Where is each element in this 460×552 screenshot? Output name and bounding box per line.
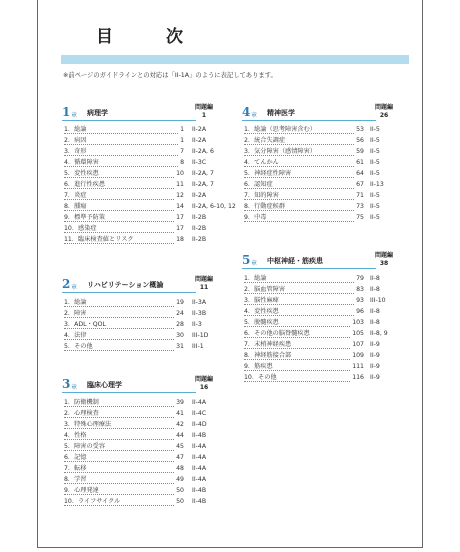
toc-entry[interactable] (64, 496, 240, 507)
toc-entry-guideline-code: II-8 (370, 308, 380, 315)
toc-entry-guideline-code: II-4A (192, 399, 207, 406)
question-volume-ref (195, 376, 213, 391)
toc-entry[interactable] (244, 168, 418, 179)
toc-entry-leader (244, 146, 364, 156)
toc-entry-leader (64, 485, 184, 495)
toc-entry-label: 3．奇形 (64, 148, 87, 155)
toc-entry-leader (244, 179, 364, 189)
toc-entry-leader (64, 441, 184, 451)
toc-entry[interactable] (244, 328, 418, 339)
toc-entry-leader (244, 350, 364, 360)
toc-entry[interactable] (244, 179, 418, 190)
toc-entry-label: 7．転移 (64, 465, 87, 472)
toc-entry[interactable] (64, 201, 240, 212)
chapter-item-list (64, 397, 240, 507)
toc-entry[interactable] (64, 408, 240, 419)
toc-entry[interactable] (64, 474, 240, 485)
toc-entry-guideline-code: II-5 (370, 170, 380, 177)
toc-entry-leader (244, 201, 364, 211)
toc-entry[interactable] (64, 330, 240, 341)
toc-entry-guideline-code: II-4C (192, 410, 207, 417)
toc-entry-leader (64, 223, 184, 233)
chapter-suffix: 章 (251, 112, 258, 119)
toc-entry-label: 3．特殊心理療法 (64, 421, 112, 428)
toc-entry-label: 10．その他 (244, 374, 277, 381)
toc-entry[interactable] (64, 430, 240, 441)
toc-entry-page: 12 (176, 192, 184, 199)
chapter-title: 中枢神経・筋疾患 (267, 257, 323, 265)
guideline-note: ※前ページのガイドラインとの対応は「II-1A」のように表記してあります。 (63, 72, 277, 79)
toc-entry-leader (64, 308, 184, 318)
chapter-item-list (244, 124, 418, 223)
toc-entry-guideline-code: II-4D (192, 421, 207, 428)
toc-entry[interactable] (244, 317, 418, 328)
toc-entry-label: 6．進行性疾患 (64, 181, 106, 188)
toc-entry-guideline-code: II-9 (370, 363, 380, 370)
toc-entry-page: 17 (176, 225, 184, 232)
toc-entry-label: 5．変性疾患 (64, 170, 99, 177)
toc-entry-page: 79 (356, 275, 364, 282)
toc-entry-page: 17 (176, 214, 184, 221)
toc-entry[interactable] (64, 135, 240, 146)
toc-entry-label: 5．その他 (64, 343, 93, 350)
toc-entry-page: 11 (176, 181, 184, 188)
chapter-heading (62, 105, 196, 119)
toc-entry-page: 49 (176, 476, 184, 483)
toc-entry-guideline-code: II-2B (192, 236, 207, 243)
toc-entry[interactable] (244, 212, 418, 223)
toc-entry-label: 2．脳血管障害 (244, 286, 286, 293)
toc-entry-guideline-code: II-13 (370, 181, 384, 188)
toc-entry-guideline-code: II-5 (370, 214, 380, 221)
question-volume-ref (375, 104, 393, 119)
question-volume-page: 1 (201, 111, 207, 119)
toc-entry-page: 93 (356, 297, 364, 304)
toc-entry-label: 6．記憶 (64, 454, 87, 461)
toc-entry-page: 59 (356, 148, 364, 155)
toc-entry-leader (244, 328, 364, 338)
toc-entry-label: 8．腫瘍 (64, 203, 87, 210)
toc-entry-label: 3．気分障害（感情障害） (244, 148, 316, 155)
toc-entry-label: 8．神経筋接合部 (244, 352, 292, 359)
toc-entry-guideline-code: II-3B (192, 310, 207, 317)
toc-entry-label: 4．法律 (64, 332, 87, 339)
toc-entry-page: 96 (356, 308, 364, 315)
toc-entry-label: 7．炎症 (64, 192, 87, 199)
question-volume-page: 26 (379, 111, 389, 119)
toc-entry[interactable] (64, 190, 240, 201)
chapter-heading (242, 253, 376, 267)
toc-entry-label: 2．統合失調症 (244, 137, 286, 144)
toc-entry[interactable] (244, 306, 418, 317)
toc-entry-label: 8．行動症候群 (244, 203, 286, 210)
toc-entry-page: 53 (356, 126, 364, 133)
toc-entry-label: 5．障害の受容 (64, 443, 106, 450)
toc-entry-label: 6．認知症 (244, 181, 273, 188)
toc-entry-page: 48 (176, 465, 184, 472)
toc-entry[interactable] (244, 135, 418, 146)
toc-entry-page: 1 (180, 126, 184, 133)
toc-entry-label: 9．標準予防策 (64, 214, 106, 221)
toc-entry-guideline-code: II-2A (192, 192, 207, 199)
toc-entry[interactable] (244, 372, 418, 383)
toc-entry[interactable] (64, 308, 240, 319)
toc-entry-page: 61 (356, 159, 364, 166)
toc-entry-page: 64 (356, 170, 364, 177)
toc-entry-label: 10．感染症 (64, 225, 97, 232)
toc-entry[interactable] (64, 234, 240, 245)
toc-entry-page: 73 (356, 203, 364, 210)
question-volume-page: 16 (199, 383, 209, 391)
toc-entry-guideline-code: III-10 (370, 297, 386, 304)
toc-entry-page: 24 (176, 310, 184, 317)
chapter-underline (62, 120, 196, 121)
toc-entry-page: 47 (176, 454, 184, 461)
toc-entry[interactable] (64, 297, 240, 308)
chapter-number: 2 (62, 277, 71, 291)
toc-entry[interactable] (244, 146, 418, 157)
chapter-heading (62, 377, 196, 391)
toc-entry-page: 41 (176, 410, 184, 417)
toc-entry-leader (244, 135, 364, 145)
toc-entry[interactable] (64, 212, 240, 223)
chapter-underline (62, 392, 196, 393)
toc-entry-leader (244, 372, 364, 382)
toc-entry[interactable] (244, 339, 418, 350)
toc-entry-guideline-code: II-9 (370, 352, 380, 359)
toc-entry-page: 39 (176, 399, 184, 406)
toc-entry-label: 3．脳性麻痺 (244, 297, 279, 304)
chapter-title: 精神医学 (267, 109, 295, 117)
toc-entry[interactable] (64, 463, 240, 474)
question-volume-ref (195, 104, 213, 119)
toc-entry-page: 28 (176, 321, 184, 328)
toc-entry[interactable] (244, 273, 418, 284)
toc-entry-label: 4．性格 (64, 432, 87, 439)
chapter-number: 3 (62, 377, 71, 391)
toc-entry-page: 50 (176, 498, 184, 505)
toc-entry-label: 2．障害 (64, 310, 87, 317)
toc-entry-leader (244, 124, 364, 134)
chapter-suffix: 章 (71, 284, 78, 291)
toc-entry-leader (64, 452, 184, 462)
toc-entry-guideline-code: II-3 (192, 321, 202, 328)
toc-entry-leader (64, 212, 184, 222)
toc-entry-leader (64, 496, 184, 506)
toc-entry-guideline-code: III-1 (192, 343, 204, 350)
toc-entry-page: 1 (180, 137, 184, 144)
toc-entry[interactable] (64, 157, 240, 168)
toc-entry-page: 42 (176, 421, 184, 428)
toc-entry-page: 31 (176, 343, 184, 350)
toc-entry-label: 4．変性疾患 (244, 308, 279, 315)
toc-entry-label: 2．心理検査 (64, 410, 99, 417)
toc-entry-leader (64, 179, 184, 189)
toc-entry-guideline-code: II-4A (192, 476, 207, 483)
chapter-suffix: 章 (71, 384, 78, 391)
toc-page (37, 0, 423, 548)
toc-entry-page: 50 (176, 487, 184, 494)
toc-entry-label: 8．学習 (64, 476, 87, 483)
chapter-number: 5 (242, 253, 251, 267)
question-volume-page: 38 (379, 259, 389, 267)
toc-entry-page: 67 (356, 181, 364, 188)
question-volume-label: 問題編 (195, 276, 214, 283)
toc-entry-leader (64, 146, 184, 156)
title-accent-bar (61, 55, 409, 64)
toc-entry-guideline-code: II-2B (192, 225, 207, 232)
toc-entry[interactable] (64, 179, 240, 190)
chapter-number: 1 (62, 105, 71, 119)
toc-entry-leader (244, 339, 364, 349)
toc-entry-page: 44 (176, 432, 184, 439)
toc-entry-page: 75 (356, 214, 364, 221)
toc-entry-label: 1．防衛機制 (64, 399, 99, 406)
question-volume-label: 問題編 (375, 252, 394, 259)
toc-entry-leader (64, 157, 184, 167)
toc-entry[interactable] (64, 223, 240, 234)
toc-entry-leader (64, 330, 184, 340)
toc-entry-label: 4．循環障害 (64, 159, 99, 166)
question-volume-label: 問題編 (375, 104, 394, 111)
toc-entry-leader (244, 306, 364, 316)
toc-entry-page: 7 (180, 148, 184, 155)
chapter-underline (242, 268, 376, 269)
toc-entry-page: 103 (352, 319, 364, 326)
toc-entry-label: 5．脱髄疾患 (244, 319, 279, 326)
toc-entry-guideline-code: II-2A (192, 137, 207, 144)
toc-entry-leader (64, 430, 184, 440)
toc-entry-leader (244, 273, 364, 283)
toc-entry-guideline-code: III-1D (192, 332, 209, 339)
toc-entry-leader (244, 190, 364, 200)
toc-entry-guideline-code: II-9 (370, 374, 380, 381)
toc-entry-guideline-code: II-8 (370, 286, 380, 293)
toc-entry-guideline-code: II-2A, 7 (192, 181, 214, 188)
toc-entry-leader (244, 212, 364, 222)
toc-entry-guideline-code: II-8 (370, 275, 380, 282)
toc-entry-leader (64, 408, 184, 418)
toc-entry-page: 111 (352, 363, 364, 370)
toc-entry-guideline-code: II-2A, 6-10, 12 (192, 203, 236, 210)
toc-entry-guideline-code: II-5 (370, 203, 380, 210)
toc-entry-guideline-code: II-3C (192, 159, 207, 166)
toc-entry-page: 105 (352, 330, 364, 337)
toc-entry-guideline-code: II-2A, 6 (192, 148, 214, 155)
toc-entry-guideline-code: II-8 (370, 319, 380, 326)
toc-entry[interactable] (64, 419, 240, 430)
chapter-item-list (244, 273, 418, 383)
toc-entry[interactable] (244, 201, 418, 212)
question-volume-ref (375, 252, 393, 267)
toc-entry[interactable] (244, 124, 418, 135)
toc-entry[interactable] (244, 284, 418, 295)
toc-entry-guideline-code: II-2B (192, 214, 207, 221)
toc-entry-page: 56 (356, 137, 364, 144)
toc-entry-label: 4．てんかん (244, 159, 279, 166)
toc-entry-leader (64, 297, 184, 307)
toc-entry[interactable] (64, 452, 240, 463)
toc-entry-guideline-code: II-5 (370, 126, 380, 133)
chapter-suffix: 章 (71, 112, 78, 119)
toc-entry[interactable] (64, 124, 240, 135)
toc-entry[interactable] (64, 341, 240, 352)
question-volume-label: 問題編 (195, 376, 214, 383)
toc-entry-label: 1．総論 (244, 275, 267, 282)
question-volume-page: 11 (199, 283, 209, 291)
toc-entry[interactable] (64, 485, 240, 496)
toc-entry-guideline-code: II-4A (192, 443, 207, 450)
toc-entry[interactable] (64, 146, 240, 157)
toc-entry-page: 71 (356, 192, 364, 199)
chapter-number: 4 (242, 105, 251, 119)
toc-entry-guideline-code: II-4B (192, 487, 207, 494)
toc-entry-leader (244, 295, 364, 305)
toc-entry-leader (64, 124, 184, 134)
toc-entry[interactable] (244, 361, 418, 372)
toc-entry-label: 9．筋疾患 (244, 363, 273, 370)
toc-entry[interactable] (244, 295, 418, 306)
toc-entry-page: 109 (352, 352, 364, 359)
toc-entry-leader (244, 284, 364, 294)
toc-entry-leader (64, 190, 184, 200)
toc-entry-label: 10．ライフサイクル (64, 498, 121, 505)
toc-entry[interactable] (244, 157, 418, 168)
toc-entry-page: 107 (352, 341, 364, 348)
toc-entry-label: 9．中毒 (244, 214, 267, 221)
toc-entry-page: 18 (176, 236, 184, 243)
toc-entry-page: 19 (176, 299, 184, 306)
toc-entry-label: 6．その他の脳脊髄疾患 (244, 330, 310, 337)
toc-entry-label: 3．ADL・QOL (64, 321, 106, 328)
toc-entry-label: 1．総論 (64, 126, 87, 133)
toc-entry-label: 1．総論（思考障害含む） (244, 126, 316, 133)
chapter-item-list (64, 297, 240, 352)
toc-entry-leader (64, 419, 184, 429)
toc-entry-page: 14 (176, 203, 184, 210)
toc-entry-guideline-code: II-9 (370, 341, 380, 348)
toc-entry-guideline-code: II-2A (192, 126, 207, 133)
toc-entry-label: 5．神経症性障害 (244, 170, 292, 177)
chapter-underline (242, 120, 376, 121)
toc-entry-label: 1．総論 (64, 299, 87, 306)
toc-entry-guideline-code: II-5 (370, 148, 380, 155)
page-title: 目 次 (96, 27, 201, 47)
toc-entry-guideline-code: II-4A (192, 454, 207, 461)
toc-entry-leader (64, 234, 184, 244)
toc-entry-leader (64, 397, 184, 407)
chapter-underline (62, 292, 196, 293)
toc-entry-leader (64, 201, 184, 211)
toc-entry-guideline-code: II-5 (370, 192, 380, 199)
toc-entry[interactable] (244, 350, 418, 361)
toc-entry-leader (64, 341, 184, 351)
toc-entry-page: 10 (176, 170, 184, 177)
toc-entry-guideline-code: II-4A (192, 465, 207, 472)
toc-entry-leader (64, 168, 184, 178)
toc-entry-leader (64, 319, 184, 329)
toc-entry-guideline-code: II-3A (192, 299, 207, 306)
toc-entry-guideline-code: II-4B (192, 432, 207, 439)
toc-entry[interactable] (64, 441, 240, 452)
chapter-suffix: 章 (251, 260, 258, 267)
toc-entry-guideline-code: II-5 (370, 137, 380, 144)
toc-entry[interactable] (64, 168, 240, 179)
toc-entry-page: 45 (176, 443, 184, 450)
toc-entry-guideline-code: II-5 (370, 159, 380, 166)
toc-entry-leader (64, 463, 184, 473)
toc-entry[interactable] (244, 190, 418, 201)
chapter-title: 病理学 (87, 109, 108, 117)
toc-entry-leader (244, 317, 364, 327)
chapter-heading (242, 105, 376, 119)
chapter-heading (62, 277, 196, 291)
toc-entry-leader (64, 474, 184, 484)
toc-entry-leader (244, 168, 364, 178)
toc-entry-label: 2．病因 (64, 137, 87, 144)
toc-entry-label: 11．臨床検査値とリスク (64, 236, 134, 243)
toc-entry[interactable] (64, 397, 240, 408)
chapter-item-list (64, 124, 240, 245)
toc-entry[interactable] (64, 319, 240, 330)
toc-entry-guideline-code: II-4B (192, 498, 207, 505)
toc-entry-page: 116 (352, 374, 364, 381)
toc-entry-leader (64, 135, 184, 145)
toc-entry-label: 7．知的障害 (244, 192, 279, 199)
toc-entry-page: 8 (180, 159, 184, 166)
toc-entry-page: 83 (356, 286, 364, 293)
toc-entry-label: 9．心理発達 (64, 487, 99, 494)
question-volume-ref (195, 276, 213, 291)
toc-entry-label: 7．末梢神経疾患 (244, 341, 292, 348)
toc-entry-leader (244, 157, 364, 167)
chapter-title: 臨床心理学 (87, 381, 122, 389)
toc-entry-guideline-code: II-2A, 7 (192, 170, 214, 177)
toc-entry-guideline-code: II-8, 9 (370, 330, 388, 337)
toc-entry-leader (244, 361, 364, 371)
toc-entry-page: 30 (176, 332, 184, 339)
question-volume-label: 問題編 (195, 104, 214, 111)
chapter-title: リハビリテーション概論 (87, 281, 164, 289)
